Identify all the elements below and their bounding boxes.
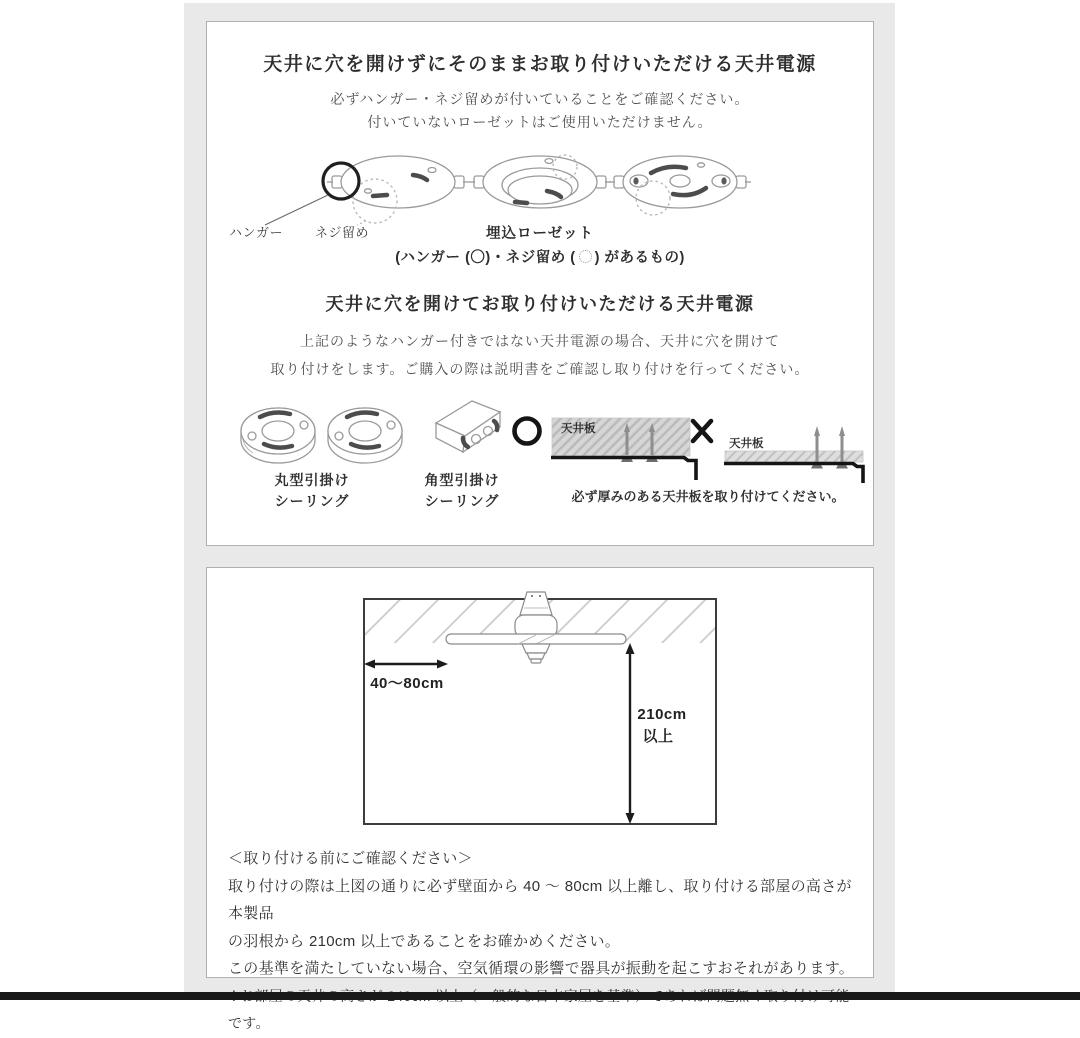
rosette-caption-detail: [207, 246, 873, 267]
note-line-2: の羽根から 210cm 以上であることをお確かめください。: [228, 932, 621, 950]
panel-no-drill: [206, 21, 874, 546]
height-clearance-arrow: [626, 643, 635, 824]
rosette-detail-post: ) があるもの): [594, 250, 685, 266]
section-title-drill: 天井に穴を開けてお取り付けいただける天井電源: [325, 294, 755, 314]
installation-notes: [228, 845, 858, 1038]
panel-clearance: [206, 567, 874, 1031]
round-socket-label-line1: 丸型引掛け: [274, 472, 350, 488]
ng-mark-icon: [693, 421, 711, 441]
round-socket-label-line2: シーリング: [274, 493, 350, 509]
thick-board-label: 天井板: [561, 423, 596, 435]
ceiling-board-diagrams: [505, 410, 870, 486]
rosette-dome-illustration: [469, 155, 611, 208]
rosette-detail-pre: (ハンガー (〇)・ネジ留め (: [395, 250, 576, 266]
note-line-1: 取り付けの際は上図の通りに必ず壁面から 40 ～ 80cm 以上離し、取り付ける部屋の高さが本製品: [228, 877, 852, 922]
thin-board-label: 天井板: [729, 438, 764, 450]
width-clearance-arrow: [364, 660, 448, 669]
note-line-3: この基準を満たしていない場合、空気循環の影響で器具が振動を起こすおそれがあります。: [228, 960, 855, 977]
square-socket-label-line2: シーリング: [424, 493, 500, 509]
clearance-diagram: [360, 583, 724, 835]
board-caption: 必ず厚みのある天井板を取り付けてください。: [571, 489, 845, 504]
rosette-bottom-view-illustration: [609, 156, 751, 215]
ok-board-diagram: [515, 418, 697, 480]
height-dimension-label-line2: 以上: [642, 728, 674, 745]
round-socket-illustration-2: [328, 408, 402, 463]
square-socket-label-line1: 角型引掛け: [424, 472, 500, 488]
width-dimension-label: 40～80cm: [370, 675, 444, 692]
note-title: ＜取り付ける前にご確認ください＞: [228, 850, 473, 867]
dotted-circle-icon: [579, 250, 592, 263]
round-socket-label: [262, 470, 362, 512]
height-dimension-label-line1: 210cm: [637, 706, 687, 723]
hanger-label: ハンガー: [229, 225, 284, 240]
drill-body-line-1: 上記のようなハンガー付きではない天井電源の場合、天井に穴を開けて: [300, 333, 780, 349]
screw-label: ネジ留め: [315, 225, 370, 240]
rosette-with-hanger-illustration: [265, 156, 469, 225]
square-socket-illustration: [436, 401, 500, 452]
square-socket-label: [412, 470, 512, 512]
note-line-4: です。: [228, 1015, 270, 1031]
subtitle-line-1: 必ずハンガー・ネジ留めが付いていることをご確認ください。: [330, 91, 750, 107]
hanger-leader-line: [265, 195, 328, 225]
rosette-caption-title: 埋込ローゼット: [486, 226, 594, 242]
bottom-black-bar: [0, 992, 1080, 1000]
ok-mark-icon: [515, 419, 540, 444]
round-socket-illustration-1: [241, 408, 315, 463]
subtitle-line-2: 付いていないローゼットはご使用いただけません。: [367, 114, 713, 130]
section-title-no-drill: 天井に穴を開けずにそのままお取り付けいただける天井電源: [263, 54, 817, 75]
rosette-illustrations: [227, 140, 854, 226]
content-column: [184, 3, 895, 1031]
drill-body-line-2: 取り付けをします。ご購入の際は説明書をご確認し取り付けを行ってください。: [270, 361, 810, 377]
ng-board-diagram: [693, 421, 863, 483]
